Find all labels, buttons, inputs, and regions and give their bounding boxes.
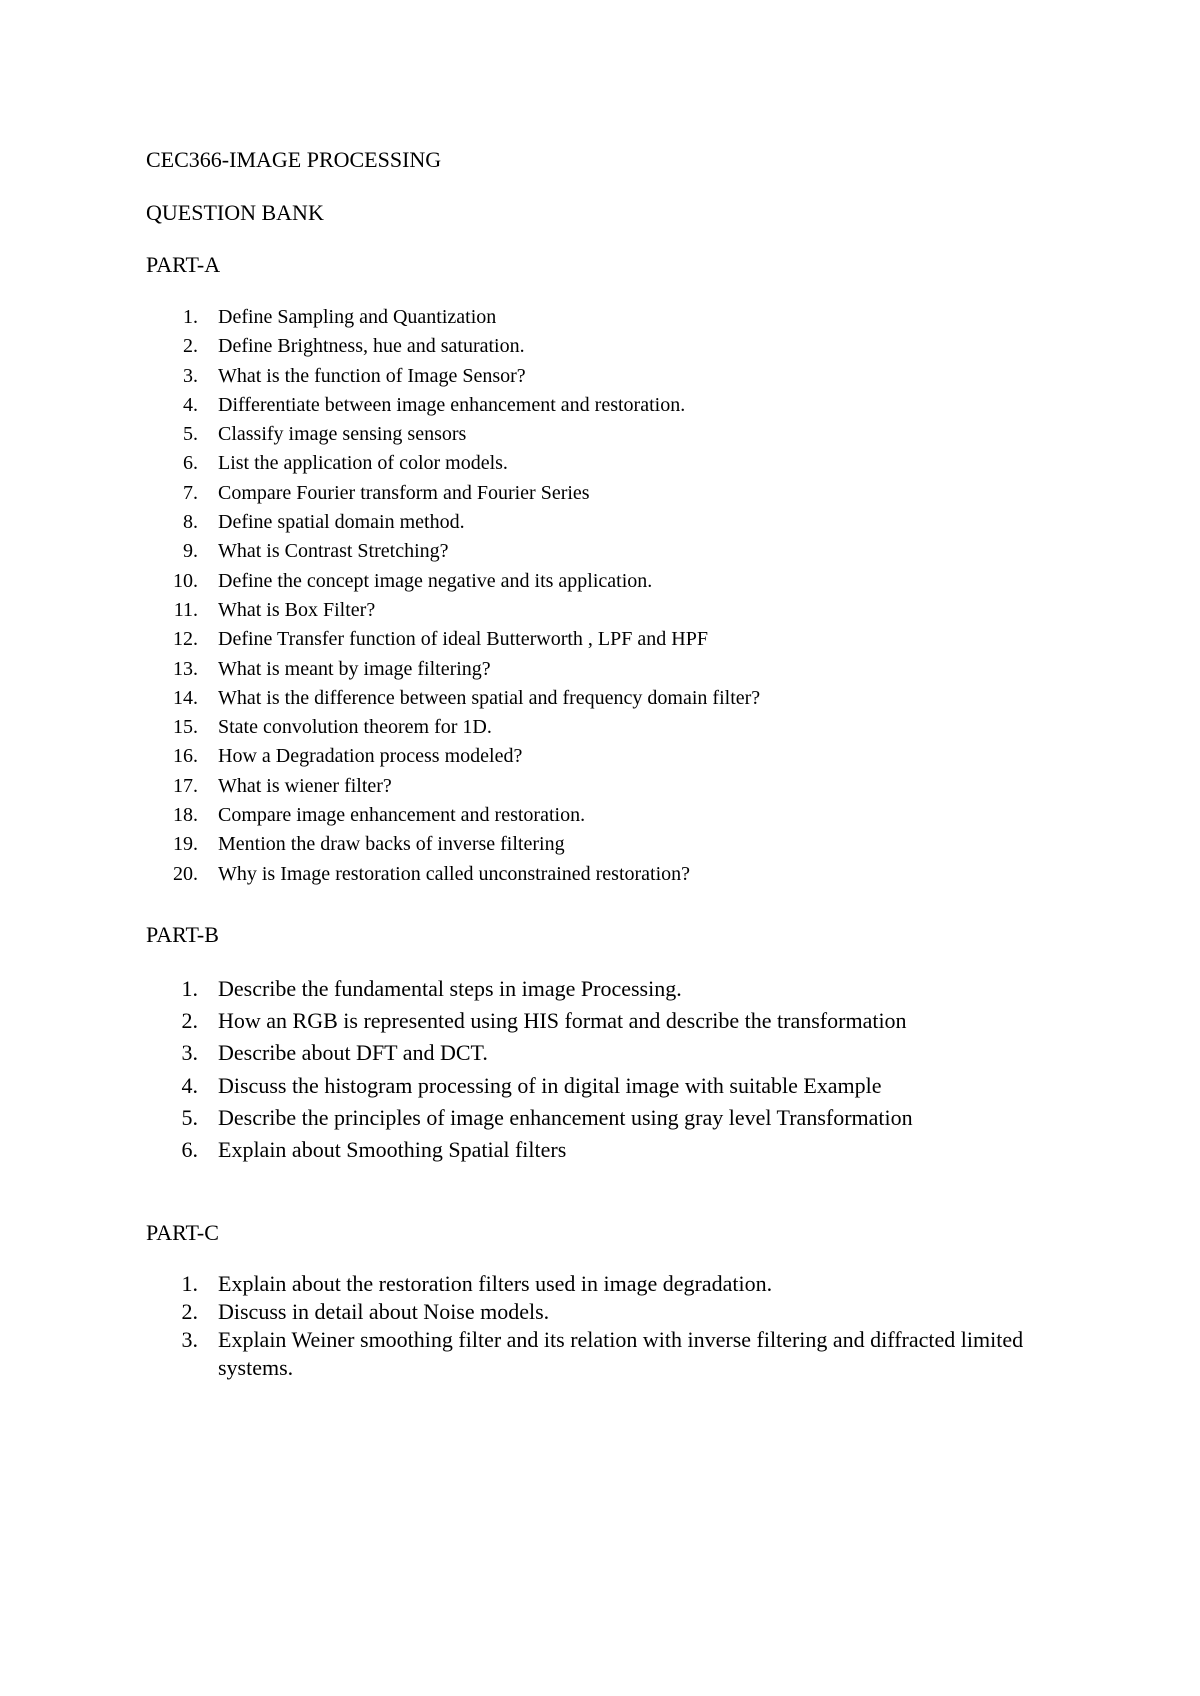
list-item: 19. Mention the draw backs of inverse filtering — [173, 833, 565, 856]
list-item: 3. Explain Weiner smoothing filter and its relation with inverse filtering and diffracted limited systems. — [181, 1327, 1024, 1380]
list-item: 13. What is meant by image filtering? — [173, 657, 491, 680]
part-b-heading: PART-B — [146, 922, 219, 947]
list-item: 3. What is the function of Image Sensor? — [183, 364, 526, 387]
part-c-question-list — [0, 1270, 1200, 1382]
list-item: 5. Classify image sensing sensors — [183, 423, 467, 446]
part-b-question-list — [0, 973, 1200, 1166]
list-item: 18. Compare image enhancement and restoration. — [173, 804, 586, 827]
list-item: 10. Define the concept image negative and its application. — [173, 569, 653, 592]
list-item: 8. Define spatial domain method. — [183, 511, 465, 534]
question-bank-title: QUESTION BANK — [146, 200, 324, 225]
course-title: CEC366-IMAGE PROCESSING — [146, 147, 442, 172]
part-c-heading: PART-C — [146, 1220, 219, 1245]
list-item: 6. List the application of color models. — [183, 452, 508, 475]
list-item: 4. Discuss the histogram processing of in digital image with suitable Example — [181, 1072, 882, 1098]
list-item: 15. State convolution theorem for 1D. — [173, 716, 492, 739]
list-item: 20. Why is Image restoration called unconstrained restoration? — [173, 862, 691, 885]
list-item: 2. Discuss in detail about Noise models. — [181, 1299, 550, 1324]
list-item: 1. Define Sampling and Quantization — [183, 306, 497, 328]
list-item: 5. Describe the principles of image enhancement using gray level Transformation — [181, 1104, 913, 1130]
list-item: 11. What is Box Filter? — [173, 598, 376, 621]
list-item: 4. Differentiate between image enhancement and restoration. — [183, 393, 686, 416]
list-item: 2. Define Brightness, hue and saturation. — [183, 335, 525, 358]
part-a-question-list — [0, 303, 1200, 889]
list-item: 7. Compare Fourier transform and Fourier Series — [183, 481, 590, 504]
list-item: 16. How a Degradation process modeled? — [173, 745, 523, 768]
list-item: 12. Define Transfer function of ideal Butterworth , LPF and HPF — [173, 628, 708, 651]
list-item: 2. How an RGB is represented using HIS format and describe the transformation — [181, 1008, 907, 1034]
list-item: 3. Describe about DFT and DCT. — [181, 1040, 488, 1066]
list-item: 14. What is the difference between spatial and frequency domain filter? — [173, 686, 761, 709]
list-item: 17. What is wiener filter? — [173, 774, 392, 797]
list-item: 9. What is Contrast Stretching? — [183, 540, 449, 563]
list-item: 6. Explain about Smoothing Spatial filters — [181, 1136, 567, 1162]
part-a-heading: PART-A — [146, 252, 221, 277]
list-item: 1. Describe the fundamental steps in image Processing. — [181, 976, 682, 1001]
list-item: 1. Explain about the restoration filters used in image degradation. — [181, 1271, 773, 1296]
